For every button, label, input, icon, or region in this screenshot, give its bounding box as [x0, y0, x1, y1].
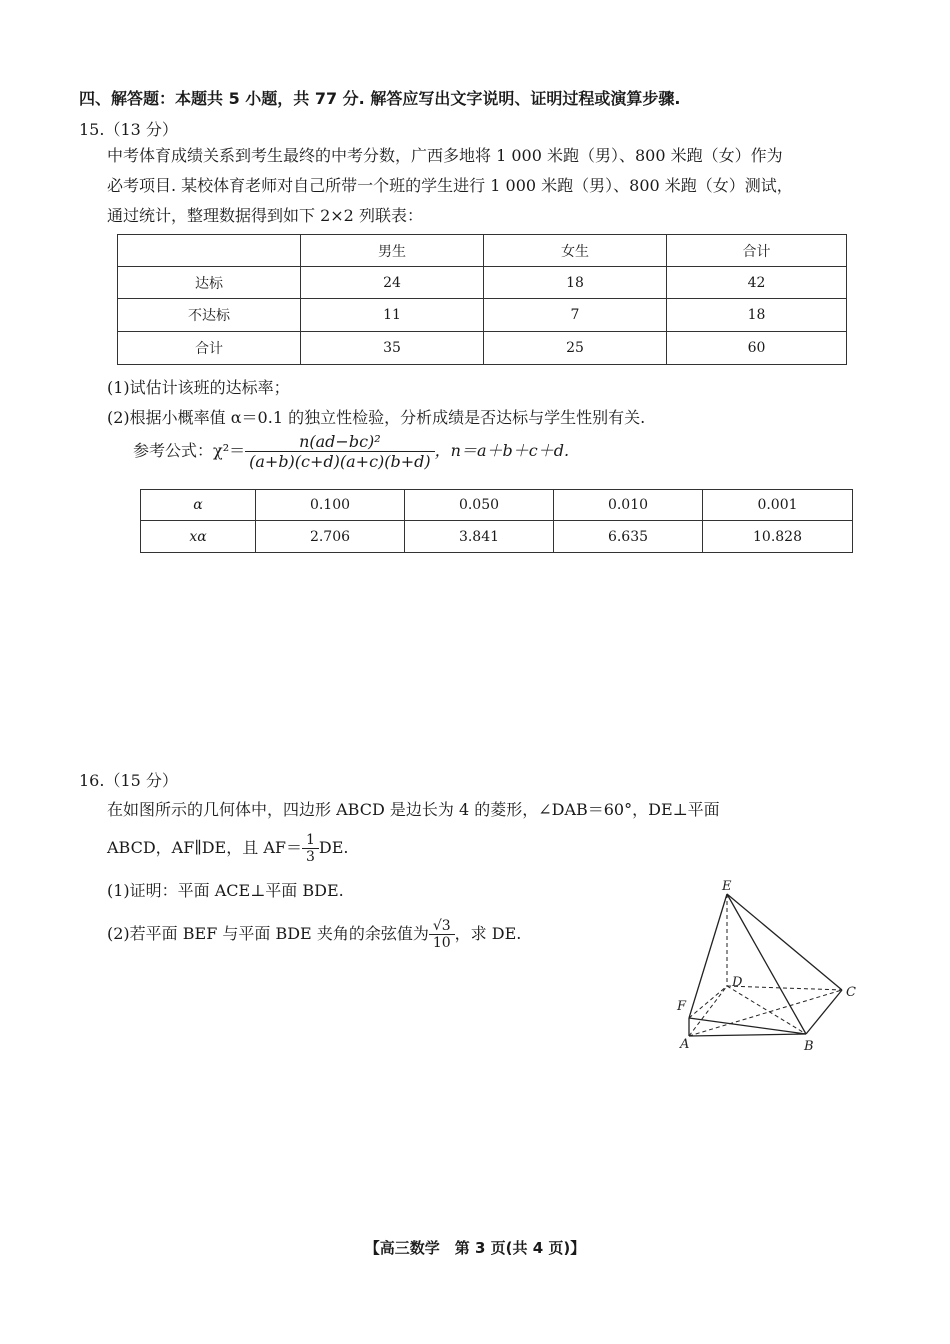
- question-16-part-2: [107, 918, 521, 951]
- table-cell: 35: [301, 332, 484, 365]
- question-15-number: 15.（13 分）: [79, 120, 178, 139]
- table-cell: 60: [667, 332, 847, 365]
- label-b: B: [804, 1039, 814, 1054]
- part-2-text-end: ，求 DE.: [454, 924, 522, 943]
- table-header-row: [118, 235, 847, 267]
- line-2-text-end: DE.: [318, 838, 349, 857]
- edge-ad: [689, 986, 727, 1036]
- edge-ef: [689, 894, 727, 1018]
- question-15-intro: [107, 141, 793, 231]
- edge-bc: [806, 990, 842, 1034]
- formula-suffix: ，n＝a＋b＋c＋d.: [434, 441, 570, 460]
- part-2-text: (2)若平面 BEF 与平面 BDE 夹角的余弦值为: [107, 924, 429, 943]
- question-16-number: 16.（15 分）: [79, 771, 178, 790]
- edge-ab: [689, 1034, 806, 1036]
- label-a: A: [680, 1037, 690, 1052]
- reference-formula: [133, 432, 569, 471]
- fraction-one-third: [302, 832, 319, 865]
- table-cell: 0.100: [256, 490, 405, 521]
- row-label: 达标: [118, 267, 301, 299]
- question-16-line-1: 在如图所示的几何体中，四边形 ABCD 是边长为 4 的菱形，∠DAB＝60°，DE⊥平面: [107, 800, 720, 819]
- edge-db: [727, 986, 806, 1034]
- table-cell: 0.010: [554, 490, 703, 521]
- table-header-total: 合计: [667, 235, 847, 267]
- intro-line: 必考项目. 某校体育老师对自己所带一个班的学生进行 1 000 米跑（男）、800 米跑（女）测试，: [107, 176, 793, 195]
- table-row: [141, 490, 853, 521]
- table-header-male: 男生: [301, 235, 484, 267]
- fraction-denominator: 3: [305, 849, 315, 865]
- row-label: xα: [141, 521, 256, 553]
- geometry-figure: [670, 870, 870, 1060]
- label-c: C: [846, 985, 856, 1000]
- table-cell: 3.841: [405, 521, 554, 553]
- line-2-text: ABCD，AF∥DE，且 AF＝: [107, 838, 302, 857]
- label-d: D: [732, 975, 743, 990]
- table-cell: 11: [301, 299, 484, 332]
- edge-fd: [689, 986, 727, 1018]
- intro-line: 通过统计，整理数据得到如下 2×2 列联表：: [107, 206, 423, 225]
- table-cell: 0.001: [703, 490, 853, 521]
- contingency-table: [117, 234, 847, 365]
- table-cell: 6.635: [554, 521, 703, 553]
- table-row: [118, 267, 847, 299]
- edge-fb: [689, 1018, 806, 1034]
- table-row: [141, 521, 853, 553]
- edge-ec: [727, 894, 842, 990]
- table-cell: 18: [484, 267, 667, 299]
- formula-prefix: 参考公式：χ²＝: [133, 441, 246, 460]
- row-label: 合计: [118, 332, 301, 365]
- page-footer: 【高三数学 第 3 页(共 4 页)】: [364, 1239, 586, 1257]
- table-row: [118, 299, 847, 332]
- critical-value-table: [140, 489, 853, 553]
- section-heading: 四、解答题：本题共 5 小题，共 77 分. 解答应写出文字说明、证明过程或演算步骤.: [79, 89, 681, 108]
- table-header-female: 女生: [484, 235, 667, 267]
- row-label: α: [141, 490, 256, 521]
- formula-numerator: n(ad−bc)²: [245, 432, 435, 452]
- formula-denominator: (a+b)(c+d)(a+c)(b+d): [249, 452, 431, 471]
- table-cell: 25: [484, 332, 667, 365]
- question-15-part-1: (1)试估计该班的达标率；: [107, 378, 290, 397]
- question-15-part-2: (2)根据小概率值 α＝0.1 的独立性检验，分析成绩是否达标与学生性别有关.: [107, 408, 646, 427]
- fraction-sqrt3-over-10: [429, 918, 455, 951]
- fraction-numerator: 1: [302, 832, 319, 849]
- question-16-line-2: [107, 832, 349, 865]
- edge-dc: [727, 986, 842, 990]
- formula-fraction: [245, 432, 435, 471]
- label-e: E: [722, 879, 732, 894]
- row-label: 不达标: [118, 299, 301, 332]
- table-cell: 10.828: [703, 521, 853, 553]
- label-f: F: [677, 999, 687, 1014]
- table-cell: 24: [301, 267, 484, 299]
- fraction-numerator: √3: [429, 918, 455, 935]
- table-row: [118, 332, 847, 365]
- fraction-denominator: 10: [432, 935, 451, 951]
- table-cell: 18: [667, 299, 847, 332]
- table-cell: 42: [667, 267, 847, 299]
- table-cell: 7: [484, 299, 667, 332]
- question-16-part-1: (1)证明：平面 ACE⊥平面 BDE.: [107, 881, 344, 900]
- table-cell: 2.706: [256, 521, 405, 553]
- table-cell: 0.050: [405, 490, 554, 521]
- intro-line: 中考体育成绩关系到考生最终的中考分数，广西多地将 1 000 米跑（男）、800 米跑（女）作为: [107, 146, 783, 165]
- table-cell: [118, 235, 301, 267]
